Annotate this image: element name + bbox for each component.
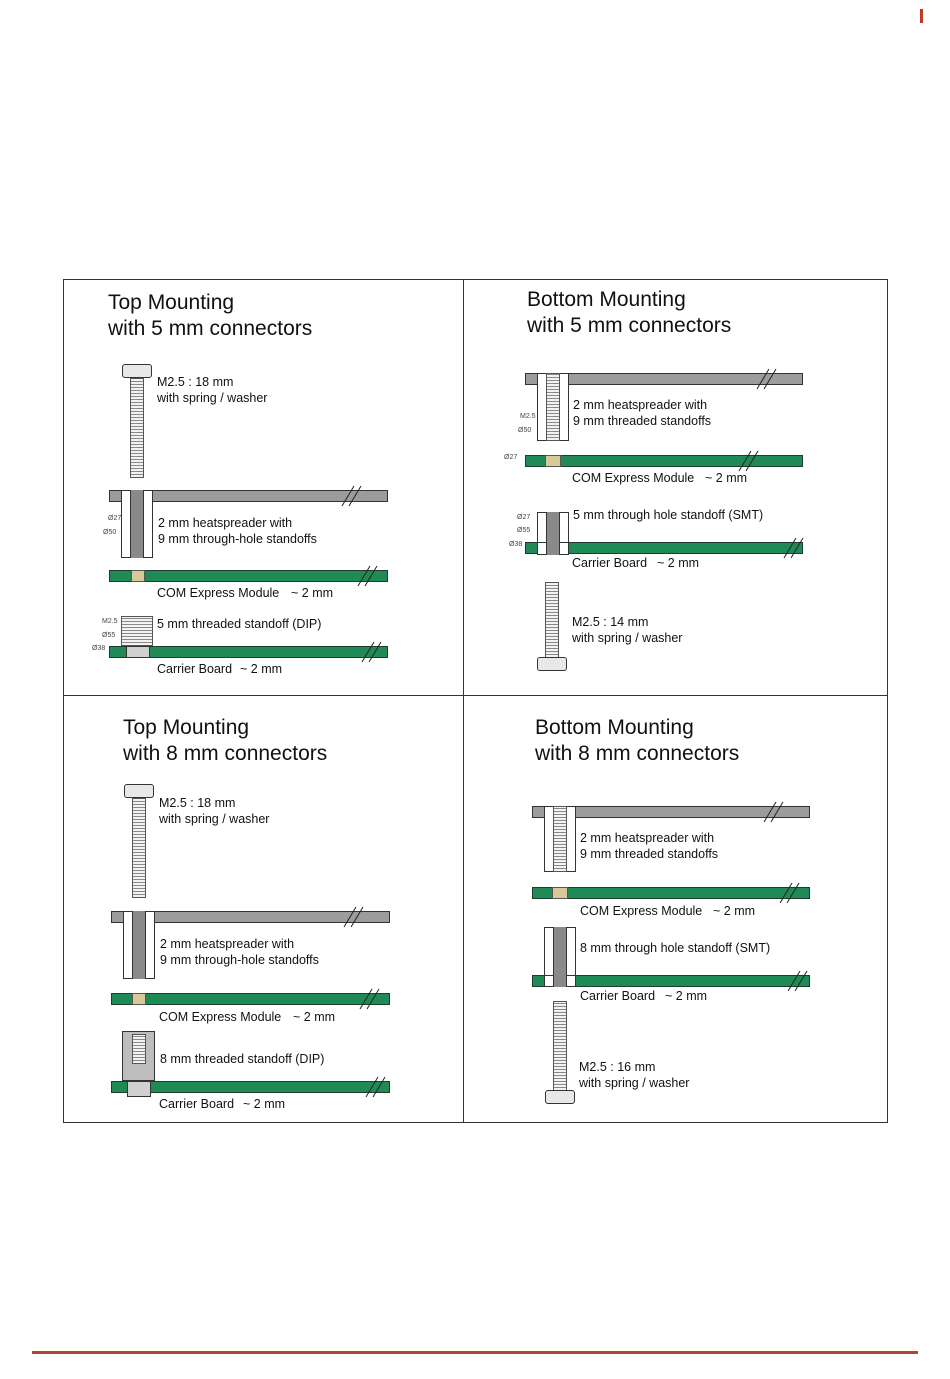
dip-standoff-foot — [126, 646, 150, 658]
com-module-thickness: ~ 2 mm — [293, 1010, 336, 1024]
screw-thread — [545, 582, 559, 658]
diameter-label-27: Ø27 — [108, 515, 122, 522]
standoff-label: 9 mm threaded standoffs — [580, 847, 719, 861]
diameter-label-55: Ø55 — [102, 632, 116, 639]
screw-washer-label: with spring / washer — [579, 1076, 690, 1090]
grid-divider-vertical — [463, 280, 464, 1122]
break-mark-icon — [751, 367, 781, 391]
smt-standoff-label: 5 mm through hole standoff (SMT) — [573, 508, 764, 522]
diameter-label-27: Ø27 — [504, 454, 518, 461]
smt-standoff-label: 8 mm through hole standoff (SMT) — [580, 941, 771, 955]
standoff-thread — [553, 806, 567, 872]
break-mark-icon — [336, 484, 366, 508]
module-connector — [545, 455, 561, 467]
screw-washer-label: with spring / washer — [159, 812, 270, 826]
com-module-thickness: ~ 2 mm — [713, 904, 756, 918]
panel-title-line2: with 5 mm connectors — [108, 317, 313, 340]
dip-standoff-foot — [127, 1081, 151, 1097]
screw-spec-label: M2.5 : 18 mm — [159, 796, 236, 810]
com-module-label: COM Express Module — [159, 1010, 282, 1024]
break-mark-icon — [356, 640, 386, 664]
carrier-board — [111, 1081, 390, 1093]
break-mark-icon — [354, 987, 384, 1011]
carrier-board-label: Carrier Board — [157, 662, 233, 676]
thread-label-m25: M2.5 — [102, 618, 118, 625]
standoff-label: 9 mm through-hole standoffs — [158, 532, 317, 546]
screw-head — [537, 657, 567, 671]
com-module-label: COM Express Module — [157, 586, 280, 600]
panel-title-line1: Top Mounting — [108, 291, 235, 314]
panel-title-line1: Bottom Mounting — [535, 716, 694, 739]
screw-thread — [553, 1001, 567, 1091]
standoff-thread — [132, 1034, 146, 1064]
screw-thread — [132, 798, 146, 898]
standoff-bore — [132, 911, 146, 979]
screw-head — [122, 364, 152, 378]
com-express-module-board — [532, 887, 810, 899]
carrier-board-thickness: ~ 2 mm — [243, 1097, 286, 1111]
standoff-bore — [546, 542, 560, 555]
standoff-label: 9 mm threaded standoffs — [573, 414, 712, 428]
dip-threaded-standoff — [121, 616, 153, 646]
heatspreader-label: 2 mm heatspreader with — [158, 516, 293, 530]
carrier-board-label: Carrier Board — [572, 556, 648, 570]
heatspreader-label: 2 mm heatspreader with — [160, 937, 295, 951]
screw-washer-label: with spring / washer — [572, 631, 683, 645]
screw-head — [124, 784, 154, 798]
threaded-standoff-label: 5 mm threaded standoff (DIP) — [157, 617, 322, 631]
screw-washer-label: with spring / washer — [157, 391, 268, 405]
carrier-board-thickness: ~ 2 mm — [657, 556, 700, 570]
break-mark-icon — [782, 969, 812, 993]
standoff-label: 9 mm through-hole standoffs — [160, 953, 319, 967]
screw-spec-label: M2.5 : 14 mm — [572, 615, 649, 629]
heatspreader-label: 2 mm heatspreader with — [573, 398, 708, 412]
carrier-board-thickness: ~ 2 mm — [240, 662, 283, 676]
diameter-label-50: Ø50 — [518, 427, 532, 434]
standoff-thread — [546, 373, 560, 441]
panel-title-line2: with 8 mm connectors — [535, 742, 740, 765]
screw-spec-label: M2.5 : 16 mm — [579, 1060, 656, 1074]
grid-divider-horizontal — [64, 695, 887, 696]
break-mark-icon — [778, 536, 808, 560]
carrier-board-label: Carrier Board — [580, 989, 656, 1003]
module-connector — [131, 570, 145, 582]
diameter-label-50: Ø50 — [103, 529, 117, 536]
carrier-board — [109, 646, 388, 658]
break-mark-icon — [733, 449, 763, 473]
heatspreader-label: 2 mm heatspreader with — [580, 831, 715, 845]
panel-title-line1: Top Mounting — [123, 716, 250, 739]
thread-label-m25: M2.5 — [520, 413, 536, 420]
break-mark-icon — [774, 881, 804, 905]
break-mark-icon — [360, 1075, 390, 1099]
threaded-standoff-label: 8 mm threaded standoff (DIP) — [160, 1052, 325, 1066]
com-module-thickness: ~ 2 mm — [705, 471, 748, 485]
standoff-bore — [130, 490, 144, 558]
diameter-label-27: Ø27 — [517, 514, 531, 521]
com-module-label: COM Express Module — [580, 904, 703, 918]
screw-head — [545, 1090, 575, 1104]
diameter-label-38: Ø38 — [92, 645, 106, 652]
com-express-module-board — [111, 993, 390, 1005]
com-module-label: COM Express Module — [572, 471, 695, 485]
standoff-bore — [553, 975, 567, 987]
carrier-board-label: Carrier Board — [159, 1097, 235, 1111]
break-mark-icon — [352, 564, 382, 588]
carrier-board-thickness: ~ 2 mm — [665, 989, 708, 1003]
break-mark-icon — [758, 800, 788, 824]
screw-spec-label: M2.5 : 18 mm — [157, 375, 234, 389]
screw-thread — [130, 378, 144, 478]
panel-title-line2: with 8 mm connectors — [123, 742, 328, 765]
module-connector — [552, 887, 568, 899]
page-corner-mark — [920, 9, 923, 23]
diameter-label-38: Ø38 — [509, 541, 523, 548]
com-express-module-board — [109, 570, 388, 582]
panel-title-line2: with 5 mm connectors — [527, 314, 732, 337]
footer-rule — [32, 1351, 918, 1354]
diameter-label-55: Ø55 — [517, 527, 531, 534]
com-module-thickness: ~ 2 mm — [291, 586, 334, 600]
break-mark-icon — [338, 905, 368, 929]
module-connector — [132, 993, 146, 1005]
panel-title-line1: Bottom Mounting — [527, 288, 686, 311]
